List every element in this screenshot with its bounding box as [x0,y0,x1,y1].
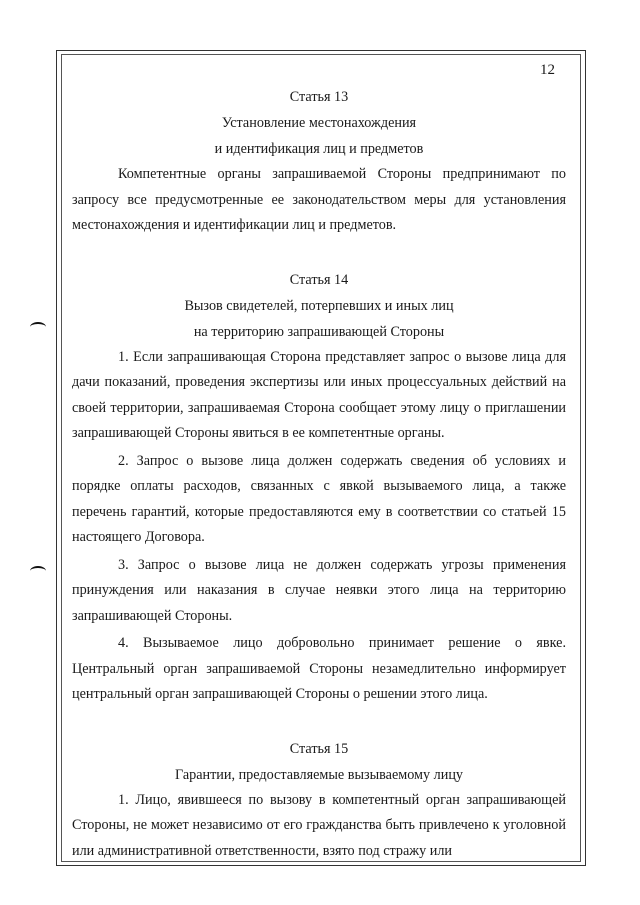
article-title-line: Гарантии, предоставляемые вызываемому лицу [174,766,464,783]
article-13 [72,84,566,239]
document-body [72,84,566,864]
paragraph: 4. Вызываемое лицо добровольно принимает решение о явке. Центральный орган запрашиваемой Стороны незамедлительно информирует центральный орган запрашивающей Стороны о решении этого лица. [72,635,566,702]
article-title-line: на территорию запрашивающей Стороны [193,323,445,340]
article-title-line: Установление местонахождения [221,115,417,131]
article-number: Статья 14 [289,271,349,288]
article-title-line: и идентификация лиц и предметов [214,141,424,157]
paragraph: 1. Лицо, явившееся по вызову в компетентный орган запрашивающей Стороны, не может независимо от его гражданства быть привлечено к уголовной или административной ответственности, взято под стражу или [72,791,566,859]
article-14 [72,267,566,708]
article-15 [72,736,566,865]
article-number: Статья 15 [289,740,349,757]
page-number: 12 [540,62,555,78]
binding-hole-mark [30,322,46,332]
paragraph: 2. Запрос о вызове лица должен содержать сведения об условиях и порядке оплаты расходов, связанных с явкой вызываемого лица, а также перечень гарантий, которые предоставляются ему в соответствии со статьей 15 настоящего Договора. [72,452,566,545]
article-number: Статья 13 [289,89,349,105]
paragraph: Компетентные органы запрашиваемой Стороны предпринимают по запросу все предусмотренные ее законодательством меры для установления местонахождения и идентификации лиц и предметов. [72,166,566,233]
binding-hole-mark [30,566,46,576]
article-title-line: Вызов свидетелей, потерпевших и иных лиц [184,297,454,314]
paragraph: 3. Запрос о вызове лица не должен содержать угрозы применения принуждения или наказания в случае неявки этого лица на территорию запрашивающей Стороны. [72,556,566,624]
paragraph: 1. Если запрашивающая Сторона представляет запрос о вызове лица для дачи показаний, проведения экспертизы или иных процессуальных действий на своей территории, запрашиваемая Сторона сообщает этому лицу о приглашении запрашивающей Стороны явиться в ее компетентные органы. [72,348,566,441]
